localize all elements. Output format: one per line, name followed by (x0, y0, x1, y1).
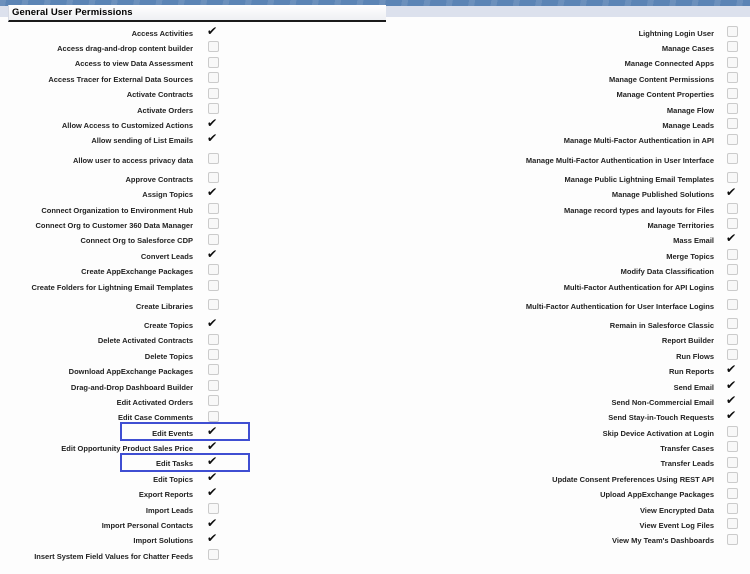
permission-row (0, 501, 750, 516)
checkbox-unchecked[interactable] (727, 457, 738, 468)
permission-label: Merge Topics (666, 251, 714, 261)
permission-label: Activate Contracts (126, 90, 193, 100)
checkbox-unchecked[interactable] (727, 280, 738, 291)
checkbox-unchecked[interactable] (208, 153, 219, 164)
permission-label: Delete Activated Contracts (97, 336, 193, 346)
checkbox-unchecked[interactable] (208, 172, 219, 183)
permission-label: Allow user to access privacy data (72, 155, 193, 165)
checkbox-checked-icon[interactable]: ✔ (725, 185, 737, 200)
checkbox-unchecked[interactable] (208, 349, 219, 360)
checkbox-unchecked[interactable] (727, 518, 738, 529)
permission-label: Export Reports (138, 490, 193, 500)
permission-row (0, 262, 750, 277)
permission-label: Create Folders for Lightning Email Templates (31, 282, 193, 292)
permission-row (0, 147, 750, 170)
permission-row (0, 186, 750, 201)
checkbox-checked-icon[interactable]: ✔ (206, 469, 218, 484)
permission-label: Edit Case Comments (117, 413, 193, 423)
checkbox-unchecked[interactable] (727, 472, 738, 483)
checkbox-unchecked[interactable] (727, 153, 738, 164)
checkbox-unchecked[interactable] (208, 334, 219, 345)
permission-label: Send Non-Commercial Email (611, 397, 714, 407)
permission-label: Multi-Factor Authentication for API Logins (563, 282, 714, 292)
checkbox-unchecked[interactable] (727, 249, 738, 260)
checkbox-unchecked[interactable] (727, 218, 738, 229)
permission-label: Manage Content Properties (616, 90, 714, 100)
checkbox-unchecked[interactable] (208, 218, 219, 229)
checkbox-unchecked[interactable] (208, 395, 219, 406)
permission-row (0, 362, 750, 377)
permission-row (0, 316, 750, 331)
permission-label: Import Leads (145, 505, 193, 515)
permission-row (0, 86, 750, 101)
permission-label: Manage Cases (661, 44, 714, 54)
permission-label: Create AppExchange Packages (81, 267, 193, 277)
checkbox-checked-icon[interactable]: ✔ (206, 131, 218, 146)
permission-label: Allow sending of List Emails (91, 136, 193, 146)
permission-row (0, 70, 750, 85)
checkbox-unchecked[interactable] (727, 503, 738, 514)
checkbox-checked-icon[interactable]: ✔ (206, 439, 218, 454)
permission-row (0, 201, 750, 216)
permission-label: Mass Email (673, 236, 714, 246)
checkbox-unchecked[interactable] (727, 103, 738, 114)
checkbox-unchecked[interactable] (727, 426, 738, 437)
permission-label: Edit Tasks (156, 459, 193, 469)
checkbox-unchecked[interactable] (208, 280, 219, 291)
permission-label: Manage Content Permissions (608, 74, 714, 84)
checkbox-unchecked[interactable] (727, 57, 738, 68)
permission-label: Access to view Data Assessment (74, 59, 193, 69)
checkbox-unchecked[interactable] (727, 264, 738, 275)
permission-row (0, 378, 750, 393)
checkbox-unchecked[interactable] (727, 299, 738, 310)
permission-label: Activate Orders (137, 105, 193, 115)
checkbox-checked-icon[interactable]: ✔ (206, 116, 218, 131)
permission-label: Transfer Leads (660, 459, 714, 469)
permission-label: Send Email (673, 382, 714, 392)
checkbox-unchecked[interactable] (727, 72, 738, 83)
checkbox-unchecked[interactable] (727, 488, 738, 499)
permission-label: Edit Opportunity Product Sales Price (61, 444, 193, 454)
permission-label: Connect Organization to Environment Hub (41, 205, 193, 215)
permission-label: View Event Log Files (639, 521, 714, 531)
permission-label: Delete Topics (144, 351, 193, 361)
checkbox-unchecked[interactable] (208, 299, 219, 310)
permission-row (0, 232, 750, 247)
permission-row (0, 332, 750, 347)
permission-label: Lightning Login User (638, 28, 714, 38)
permission-row (0, 55, 750, 70)
permission-label: Manage Public Lightning Email Templates (564, 174, 714, 184)
checkbox-unchecked[interactable] (208, 41, 219, 52)
permission-label: Manage Multi-Factor Authentication in User Interface (525, 155, 714, 165)
permissions-table (0, 24, 750, 563)
permission-label: Access Tracer for External Data Sources (48, 74, 193, 84)
checkbox-unchecked[interactable] (208, 57, 219, 68)
checkbox-checked-icon[interactable]: ✔ (206, 246, 218, 261)
permission-row (0, 170, 750, 185)
permission-label: Download AppExchange Packages (68, 367, 193, 377)
checkbox-checked-icon[interactable]: ✔ (725, 362, 737, 377)
permission-label: Manage Published Solutions (611, 190, 714, 200)
permission-label: Upload AppExchange Packages (600, 490, 714, 500)
permission-row (0, 347, 750, 362)
permission-label: Run Flows (676, 351, 714, 361)
permission-row (0, 470, 750, 485)
checkbox-unchecked[interactable] (208, 364, 219, 375)
permission-label: Create Libraries (135, 301, 193, 311)
permission-label: Run Reports (669, 367, 714, 377)
permission-row (0, 409, 750, 424)
checkbox-unchecked[interactable] (208, 549, 219, 560)
permission-label: Manage Territories (647, 221, 714, 230)
permission-label: Convert Leads (140, 251, 193, 261)
permission-label: Access drag-and-drop content builder (57, 44, 193, 54)
checkbox-unchecked[interactable] (727, 203, 738, 214)
checkbox-checked-icon[interactable]: ✔ (206, 516, 218, 531)
checkbox-unchecked[interactable] (727, 41, 738, 52)
checkbox-unchecked[interactable] (208, 411, 219, 422)
checkbox-unchecked[interactable] (208, 72, 219, 83)
checkbox-unchecked[interactable] (208, 264, 219, 275)
section-title: General User Permissions (12, 7, 133, 18)
permission-label: Assign Topics (142, 190, 193, 200)
checkbox-checked-icon[interactable]: ✔ (206, 454, 218, 469)
permission-row (0, 216, 750, 231)
checkbox-checked-icon[interactable]: ✔ (725, 231, 737, 246)
checkbox-unchecked[interactable] (727, 88, 738, 99)
permission-label: Transfer Cases (660, 444, 714, 454)
checkbox-checked-icon[interactable]: ✔ (206, 485, 218, 500)
permission-label: Edit Activated Orders (116, 397, 193, 407)
permission-label: Allow Access to Customized Actions (61, 121, 193, 131)
permission-row (0, 278, 750, 293)
checkbox-unchecked[interactable] (727, 441, 738, 452)
permission-label: Manage Flow (666, 105, 714, 115)
permission-label: Manage Connected Apps (624, 59, 714, 69)
permission-label: Connect Org to Customer 360 Data Manager (35, 221, 193, 230)
permission-label: Edit Topics (153, 474, 193, 484)
permission-label: Insert System Field Values for Chatter Feeds (34, 551, 193, 561)
permission-row (0, 516, 750, 531)
permission-row (0, 24, 750, 39)
permission-label: Drag-and-Drop Dashboard Builder (70, 382, 193, 392)
checkbox-unchecked[interactable] (727, 534, 738, 545)
permission-label: Send Stay-in-Touch Requests (608, 413, 714, 423)
checkbox-unchecked[interactable] (727, 334, 738, 345)
permission-row (0, 101, 750, 116)
permission-label: Create Topics (143, 320, 193, 330)
checkbox-checked-icon[interactable]: ✔ (725, 408, 737, 423)
permission-label: Update Consent Preferences Using REST API (552, 474, 714, 484)
permission-label: Import Personal Contacts (101, 521, 193, 531)
permission-row (0, 393, 750, 408)
permission-label: Connect Org to Salesforce CDP (80, 236, 193, 246)
checkbox-unchecked[interactable] (727, 118, 738, 129)
permission-label: Multi-Factor Authentication for User Interface Logins (525, 301, 714, 311)
checkbox-unchecked[interactable] (208, 503, 219, 514)
permission-label: Approve Contracts (125, 174, 193, 184)
permission-row (0, 439, 750, 454)
permission-label: Edit Events (152, 428, 193, 438)
permission-label: Access Activities (131, 28, 193, 38)
permission-label: Remain in Salesforce Classic (609, 320, 714, 330)
permission-label: Skip Device Activation at Login (602, 428, 714, 438)
checkbox-unchecked[interactable] (727, 349, 738, 360)
permission-label: Modify Data Classification (620, 267, 714, 277)
permission-label: Import Solutions (133, 536, 193, 546)
checkbox-checked-icon[interactable]: ✔ (206, 185, 218, 200)
checkbox-unchecked[interactable] (208, 103, 219, 114)
permission-row (0, 39, 750, 54)
checkbox-checked-icon[interactable]: ✔ (206, 531, 218, 546)
checkbox-checked-icon[interactable]: ✔ (206, 23, 218, 38)
permission-row (0, 486, 750, 501)
checkbox-checked-icon[interactable]: ✔ (206, 315, 218, 330)
permission-label: Manage Leads (662, 121, 714, 131)
checkbox-checked-icon[interactable]: ✔ (206, 423, 218, 438)
checkbox-unchecked[interactable] (727, 134, 738, 145)
permission-row (0, 532, 750, 547)
permission-row (0, 293, 750, 316)
checkbox-unchecked[interactable] (727, 172, 738, 183)
checkbox-unchecked[interactable] (208, 380, 219, 391)
permission-label: Manage Multi-Factor Authentication in API (563, 136, 714, 146)
section-header (8, 5, 386, 22)
checkbox-checked-icon[interactable]: ✔ (725, 377, 737, 392)
permission-row (0, 116, 750, 131)
permission-label: Report Builder (661, 336, 714, 346)
permission-row (0, 247, 750, 262)
checkbox-checked-icon[interactable]: ✔ (725, 392, 737, 407)
permission-row (0, 455, 750, 470)
permission-row (0, 424, 750, 439)
checkbox-unchecked[interactable] (727, 26, 738, 37)
checkbox-unchecked[interactable] (208, 234, 219, 245)
checkbox-unchecked[interactable] (208, 88, 219, 99)
checkbox-unchecked[interactable] (727, 318, 738, 329)
checkbox-unchecked[interactable] (208, 203, 219, 214)
permission-label: Manage record types and layouts for Files (563, 205, 714, 215)
permission-row (0, 547, 750, 562)
permission-label: View Encrypted Data (639, 505, 714, 515)
permission-label: View My Team's Dashboards (612, 536, 714, 546)
permission-row (0, 132, 750, 147)
